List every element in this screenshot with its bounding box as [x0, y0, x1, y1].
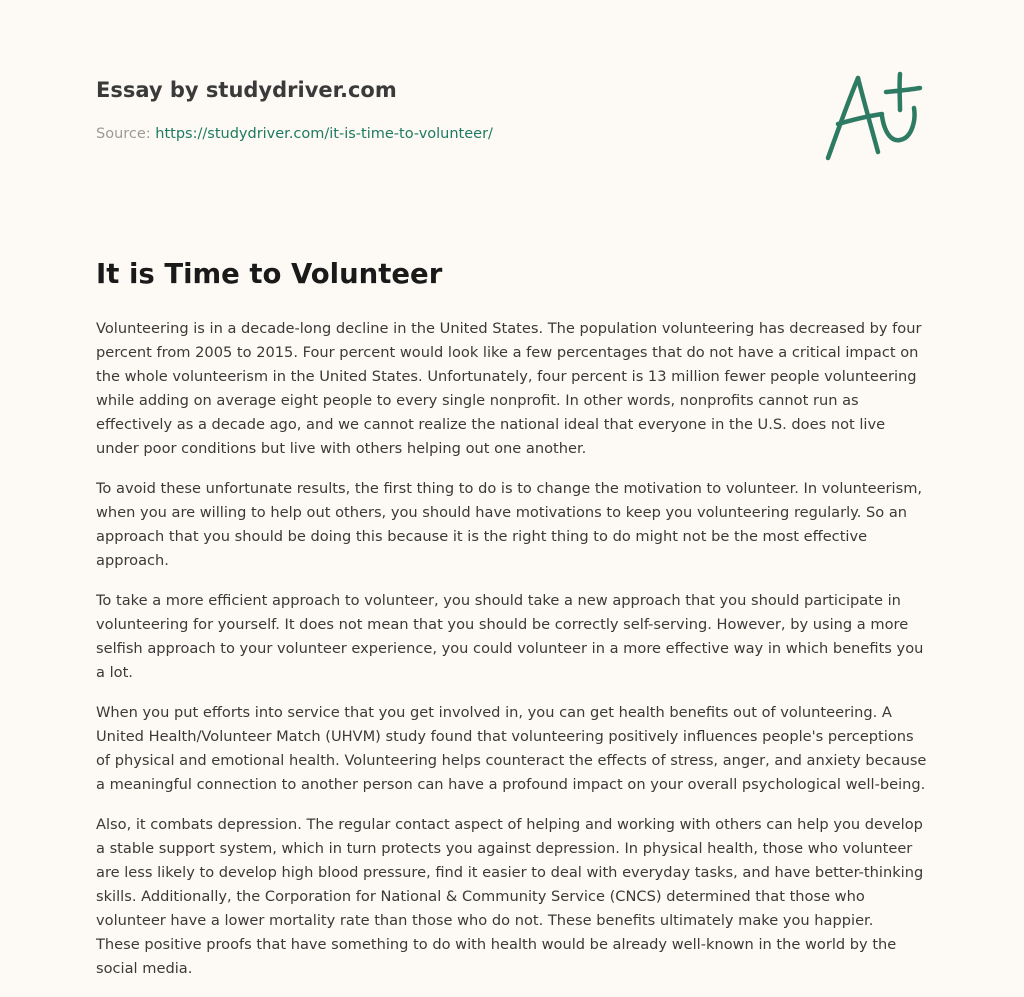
source-label: Source:	[96, 126, 151, 142]
essay-title: It is Time to Volunteer	[96, 258, 443, 290]
source-line	[96, 124, 796, 144]
site-title: Essay by studydriver.com	[96, 78, 397, 102]
a-plus-logo-icon	[820, 66, 930, 166]
essay-paragraph-1: Volunteering is in a decade-long decline in the United States. The population volunteering has decreased by four percent from 2005 to 2015. Four percent would look like a few percentages that do not have a critical impact on the whole volunteerism in the United States. Unfortunately, four percent is 13 million fewer people volunteering while adding on average eight people to every single nonprofit. In other words, nonprofits cannot run as effectively as a decade ago, and we cannot realize the national ideal that everyone in the U.S. does not live under poor conditions but live with others helping out one another.	[96, 320, 922, 457]
essay-paragraph-2: To avoid these unfortunate results, the first thing to do is to change the motivation to volunteer. In volunteerism, when you are willing to help out others, you should have motivations to keep you volunteering regularly. So an approach that you should be doing this because it is the right thing to do might not be the most effective approach.	[96, 480, 923, 569]
essay-article	[96, 254, 932, 997]
essay-paragraph-5: Also, it combats depression. The regular contact aspect of helping and working with others can help you develop a stable support system, which in turn protects you against depression. In physical health, those who volunteer are less likely to develop high blood pressure, find it easier to deal with everyday tasks, and have better-thinking skills. Additionally, the Corporation for National & Community Service (CNCS) determined that those who volunteer have a lower mortality rate than those who do not. These benefits ultimately make you happier. These positive proofs that have something to do with health would be already well-known in the world by the social media.	[96, 816, 924, 977]
page-header	[96, 76, 796, 144]
essay-paragraph-4: When you put efforts into service that you get involved in, you can get health benefits out of volunteering. A United Health/Volunteer Match (UHVM) study found that volunteering positively influences people's perceptions of physical and emotional health. Volunteering helps counteract the effects of stress, anger, and anxiety because a meaningful connection to another person can have a profound impact on your overall psychological well-being.	[96, 704, 927, 793]
essay-paragraph-3: To take a more efficient approach to volunteer, you should take a new approach that you should participate in volunteering for yourself. It does not mean that you should be correctly self-serving. However, by using a more selfish approach to your volunteer experience, you could volunteer in a more effective way in which benefits you a lot.	[96, 592, 924, 681]
source-link[interactable]: https://studydriver.com/it-is-time-to-volunteer/	[155, 126, 493, 142]
